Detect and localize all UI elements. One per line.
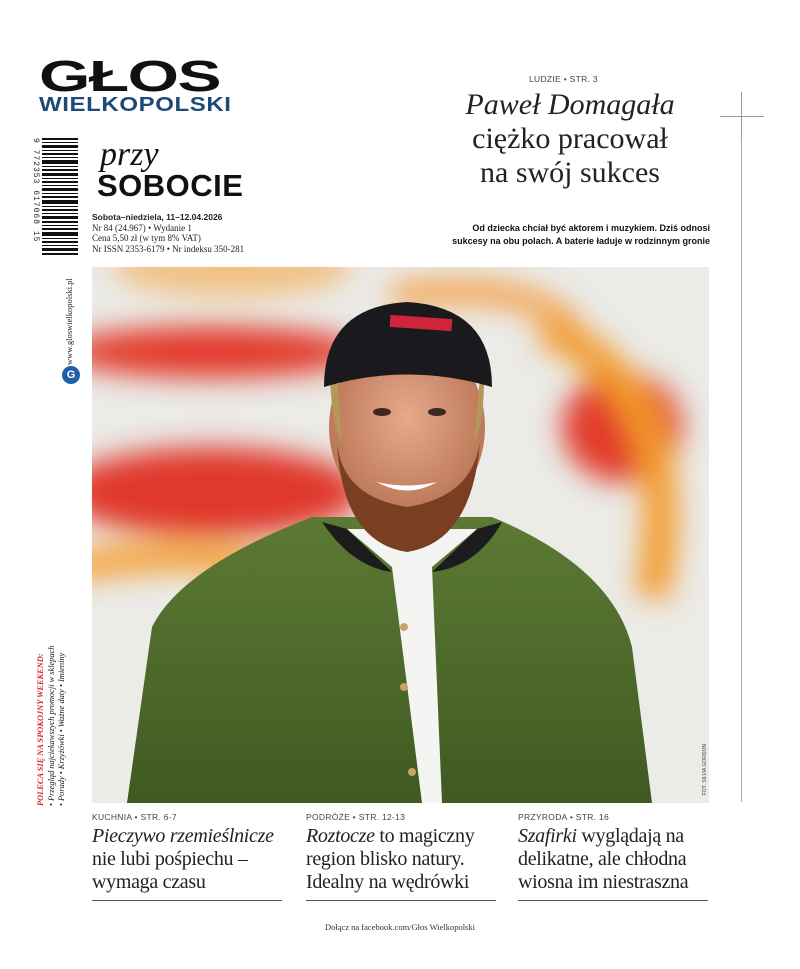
masthead-title: GŁOS (39, 52, 221, 101)
story-title: Roztocze (306, 825, 375, 847)
supplement-przy: przy (100, 136, 159, 173)
top-story-deck (430, 222, 710, 247)
deck-line-1: Od dziecka chciał być aktorem i muzykiem. Dziś odnosi (472, 223, 710, 233)
registration-mark-h (720, 116, 764, 117)
story-rule (306, 900, 496, 901)
story-podroze[interactable] (306, 812, 496, 901)
story-text: wyglądają na delikatne, ale chłodna wiosna im niestraszna (518, 825, 689, 893)
barcode-digits: 9 772353 617068 15 (31, 138, 40, 243)
barcode (40, 138, 80, 258)
story-title: Pieczywo rzemieślnicze (92, 825, 274, 847)
story-tag: PODRÓŻE • STR. 12-13 (306, 812, 406, 822)
headline-line-2: ciężko pracował (472, 122, 668, 155)
story-przyroda[interactable] (518, 812, 708, 901)
photo-credit: FOT. SILVIA GORDON (702, 744, 708, 796)
promo-line-2: • Porady • Krzyżówki • Ważne daty • Imieniny (57, 652, 66, 806)
cover-photo[interactable] (92, 267, 709, 803)
story-kuchnia[interactable] (92, 812, 282, 901)
website-link[interactable]: www.gloswielkopolski.pl (64, 278, 74, 365)
right-margin-rule (741, 140, 742, 802)
story-text: nie lubi pośpiechu – wymaga czasu (92, 848, 248, 893)
story-tag: PRZYRODA • STR. 16 (518, 812, 610, 822)
masthead-subtitle: WIELKOPOLSKI (39, 94, 232, 116)
g-logo-icon: G (62, 366, 80, 384)
facebook-footer[interactable]: Dołącz na facebook.com/Głos Wielkopolski (324, 922, 476, 932)
story-tag: KUCHNIA • STR. 6-7 (92, 812, 177, 822)
issue-issn: Nr ISSN 2353-6179 • Nr indeksu 350-281 (92, 243, 245, 254)
story-text: to magiczny region blisko natury. Idealny na wędrówki (306, 825, 475, 893)
headline-line-3: na swój sukces (480, 156, 660, 189)
headline-name: Paweł Domagała (465, 88, 675, 121)
top-story-headline[interactable] (430, 88, 710, 190)
side-promo (36, 630, 78, 806)
promo-line-1: • Przegląd najciekawszych promocji w sklepach (46, 645, 56, 806)
story-rule (92, 900, 282, 901)
issue-number: Nr 84 (24.967) • Wydanie 1 (92, 222, 192, 233)
supplement-sobocie: SOBOCIE (97, 168, 244, 203)
issue-info (92, 212, 262, 254)
story-title: Szafirki (518, 825, 577, 847)
story-rule (518, 900, 708, 901)
registration-mark-v (741, 92, 742, 140)
promo-head: POLECA SIĘ NA SPOKOJNY WEEKEND: (36, 653, 45, 806)
deck-line-2: sukcesy na obu polach. A baterie ładuje w rodzinnym gronie (452, 235, 710, 246)
top-story-tag: LUDZIE • STR. 3 (529, 74, 598, 84)
issue-price: Cena 5,50 zł (w tym 8% VAT) (92, 233, 201, 243)
issue-date: Sobota–niedziela, 11–12.04.2026 (92, 212, 223, 222)
